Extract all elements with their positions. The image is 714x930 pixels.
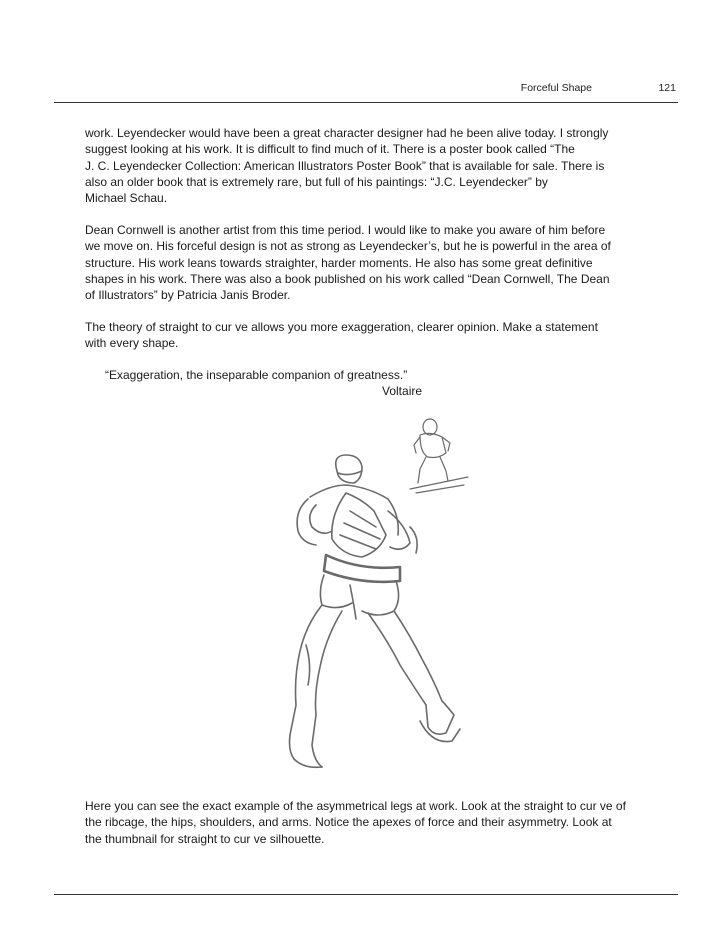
paragraph-leyendecker (85, 125, 641, 206)
paragraph-straight-to-curve (85, 319, 641, 352)
paragraph-cornwell (85, 222, 641, 303)
paragraph-text: Here you can see the exact example of the asymmetrical legs at work. Look at the straight to cur ve of the ribcage, the hips, shoulders, and arms. Notice the apexes of force and their asymmetry. Look at the thumbnail for straight to cur ve silhouette. (85, 799, 626, 846)
paragraph-figure-caption (85, 798, 641, 847)
paragraph-text: Dean Cornwell is another artist from this time period. I would like to make you aware of him before we move on. His forceful design is not as strong as Leyendecker’s, but he is powerful in the area of structure. His work leans towards straighter, harder moments. He also has some great definitive shapes in his work. There was also a book published on his work called “Dean Cornwell, The Dean of Illustrators” by Patricia Janis Broder. (85, 223, 611, 303)
paragraph-text: work. Leyendecker would have been a great character designer had he been alive today. I strongly suggest looking at his work. It is difficult to find much of it. There is a poster book called “The J. C. Leyendecker Collection: American Illustrators Poster Book” that is available for sale. There is also an older book that is extremely rare, but full of his paintings: “J.C. Leyendecker” by Michael Schau. (85, 126, 609, 206)
page-number: 121 (658, 82, 676, 94)
figure-sketch-illustration (250, 415, 480, 785)
quote-author: Voltaire (382, 384, 423, 398)
running-header-title: Forceful Shape (520, 82, 592, 94)
main-figure-sketch (290, 455, 461, 767)
page-header (54, 78, 678, 103)
thumbnail-figure-sketch (410, 419, 468, 493)
footer-rule (54, 894, 678, 895)
paragraph-text: The theory of straight to cur ve allows you more exaggeration, clearer opinion. Make a statement with every shape. (85, 320, 598, 351)
quote-text: “Exaggeration, the inseparable companion of greatness.” (105, 368, 408, 382)
